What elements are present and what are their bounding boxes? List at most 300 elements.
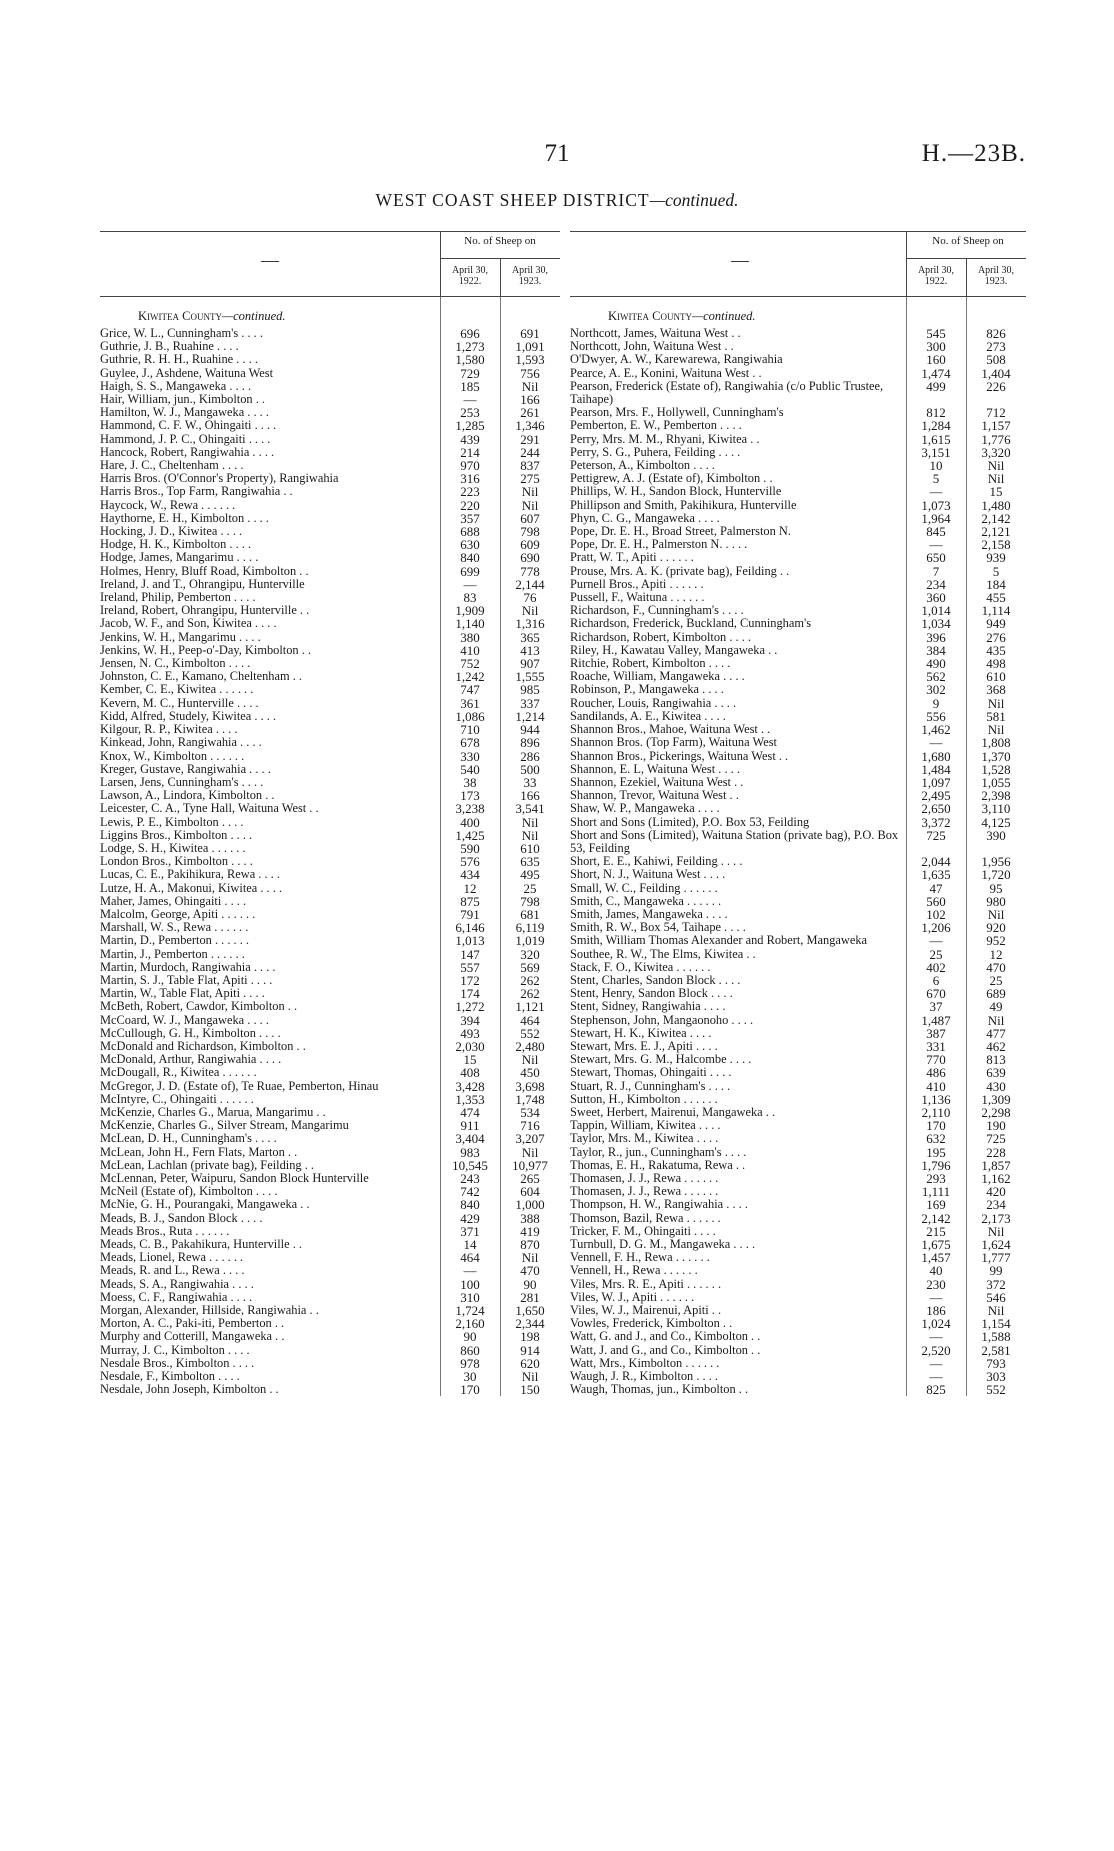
sheep-count-1922: 357 [460,510,480,526]
table-row [100,802,560,815]
owner-name-address: Ireland, J. and T., Ohrangipu, Hunterville [100,576,305,591]
left-table-header [100,231,560,297]
sheep-count-1922: 562 [926,669,946,685]
sheep-count-1922: 1,140 [455,616,485,632]
sheep-count-1923: 552 [986,1382,1006,1398]
sheep-count-1922: 1,635 [921,867,951,883]
sheep-count-1922: 185 [460,378,480,394]
owner-name-address: Haycock, W., Rewa . . . . . . [100,497,236,512]
owner-name-address: Smith, R. W., Box 54, Taihape . . . . [570,920,746,935]
owner-name-address: Viles, W. J., Mairenui, Apiti . . [570,1303,722,1318]
sheep-count-1923: 949 [986,616,1006,632]
sheep-count-1923: 1,309 [981,1091,1011,1107]
sheep-count-1922: 400 [460,814,480,830]
owner-name-address: Meads Bros., Ruta . . . . . . [100,1223,230,1238]
table-row [100,419,560,432]
owner-name-address: Shannon Bros. (Top Farm), Waituna West [570,735,777,750]
sheep-count-1922: 970 [460,458,480,474]
sheep-count-1922: 3,238 [455,801,485,817]
sheep-count-1923: 226 [986,378,1006,394]
sheep-count-1922: 1,484 [921,761,951,777]
sheep-count-1922: 696 [460,326,480,341]
sheep-count-1922: 170 [926,1118,946,1134]
sheep-count-1922: 6,146 [455,920,485,936]
owner-name-address: McNeil (Estate of), Kimbolton . . . . [100,1184,278,1199]
owner-name-address: Short, E. E., Kahiwi, Feilding . . . . [570,854,743,869]
owner-name-address: Morton, A. C., Paki-iti, Pemberton . . [100,1316,285,1331]
sheep-count-1923: 1,720 [981,867,1011,883]
right-table-header [570,231,1026,297]
sheep-count-1922: — [929,1289,943,1305]
table-row [100,1146,560,1159]
owner-name-address: Peterson, A., Kimbolton . . . . [570,458,715,473]
table-row [570,1027,1026,1040]
sheep-count-1923: 462 [986,1038,1006,1054]
owner-name-address: Taylor, Mrs. M., Kiwitea . . . . [570,1131,719,1146]
sheep-count-1923: 15 [989,484,1003,500]
sheep-count-1922: 410 [460,642,480,658]
sheep-count-1923: 914 [520,1342,540,1358]
table-row [570,750,1026,763]
sheep-count-1922: 3,404 [455,1131,485,1147]
sheep-count-1922: 2,142 [921,1210,951,1226]
sheep-count-1922: — [463,576,477,592]
table-row [100,895,560,908]
table-row [100,485,560,498]
owner-name-address: Guthrie, R. H. H., Ruahine . . . . [100,352,258,367]
table-row [100,1093,560,1106]
owner-name-address: Thompson, H. W., Rangiwahia . . . . [570,1197,748,1212]
sheep-count-1922: — [463,392,477,408]
table-row [570,617,1026,630]
sheep-count-1922: 875 [460,893,480,909]
sheep-count-1922: 223 [460,484,480,500]
table-row [100,816,560,829]
sheep-count-1923: Nil [521,814,539,830]
sheep-count-1923: 725 [986,1131,1006,1147]
owner-name-address: Lodge, S. H., Kiwitea . . . . . . [100,840,246,855]
table-row [570,1383,1026,1396]
header-divider [500,258,501,296]
table-row [570,499,1026,512]
sheep-count-1923: 952 [986,933,1006,949]
sheep-count-1922: 10,545 [452,1157,488,1173]
sheep-count-1922: 1,724 [455,1303,485,1319]
sheep-count-1923: 150 [520,1382,540,1398]
owner-name-address: Shaw, W. P., Mangaweka . . . . [570,801,720,816]
sheep-count-1923: 99 [989,1263,1003,1279]
county-name: Kiwitea County [138,309,222,323]
sheep-count-1922: 2,495 [921,788,951,804]
owner-name-address: Shannon, Trevor, Waituna West . . [570,788,739,803]
sheep-count-1922: 170 [460,1382,480,1398]
table-row [100,1278,560,1291]
sheep-count-1923: 2,158 [981,537,1011,553]
table-row [570,419,1026,432]
sheep-count-1923: 1,776 [981,431,1011,447]
sheep-count-1923: 3,207 [515,1131,545,1147]
sheep-count-1923: 798 [520,893,540,909]
district-title [0,190,1114,211]
owner-name-address: Guthrie, J. B., Ruahine . . . . [100,339,239,354]
owner-name-address: Phillipson and Smith, Pakihikura, Hunterville [570,497,797,512]
owner-name-address: Kidd, Alfred, Studely, Kiwitea . . . . [100,708,277,723]
sheep-count-1922: 742 [460,1184,480,1200]
sheep-count-1923: 76 [523,590,537,606]
sheep-count-1922: 1,136 [921,1091,951,1107]
table-row [570,1132,1026,1145]
sheep-count-1923: 1,114 [981,603,1011,619]
sheep-count-1923: 198 [520,1329,540,1345]
sheep-count-1922: 486 [926,1065,946,1081]
table-row [570,433,1026,446]
sheep-count-1922: 214 [460,444,480,460]
table-row [570,697,1026,710]
sheep-count-1922: 632 [926,1131,946,1147]
sheep-count-1923: Nil [521,378,539,394]
table-row [100,367,560,380]
owner-name-address: Grice, W. L., Cunningham's . . . . [100,326,263,340]
sheep-count-1922: 3,151 [921,444,951,460]
sheep-count-1923: 1,162 [981,1171,1011,1186]
owner-name-address: Thomson, Bazil, Rewa . . . . . . [570,1210,721,1225]
owner-name-address: McNie, G. H., Pourangaki, Mangaweka . . [100,1197,310,1212]
sheep-count-1922: 361 [460,695,480,711]
owner-name-address: Maher, James, Ohingaiti . . . . [100,893,247,908]
sheep-count-1923: 870 [520,1237,540,1253]
sheep-count-1923: 778 [520,563,540,579]
owner-name-address: Waugh, J. R., Kimbolton . . . . [570,1369,719,1384]
sheep-count-1922: 1,680 [921,748,951,764]
sheep-count-1923: Nil [521,1369,539,1385]
owner-name-address: Purnell Bros., Apiti . . . . . . [570,576,704,591]
sheep-count-1922: 557 [460,959,480,975]
sheep-count-1923: 455 [986,590,1006,606]
year-1923-header: April 30, 1923. [511,265,549,287]
owner-name-address: Lutze, H. A., Makonui, Kiwitea . . . . [100,880,283,895]
sheep-count-1922: 293 [926,1171,946,1186]
owner-name-address: Hodge, H. K., Kimbolton . . . . [100,537,252,552]
sheep-count-1922: 160 [926,352,946,368]
sheep-count-1923: 372 [986,1276,1006,1292]
sheep-count-1923: 1,808 [981,735,1011,751]
owner-name-address: McLennan, Peter, Waipuru, Sandon Block Hunterville [100,1171,369,1185]
county-continued: —continued. [221,309,286,323]
sheep-count-1923: 546 [986,1289,1006,1305]
table-row [570,367,1026,380]
sheep-count-1923: 691 [520,326,540,341]
owner-name-address: Pearce, A. E., Konini, Waituna West . . [570,365,762,380]
owner-name-address: Johnston, C. E., Kamano, Cheltenham . . [100,669,303,684]
sheep-count-1923: Nil [521,1250,539,1266]
owner-name-address: Haigh, S. S., Mangaweka . . . . [100,378,252,393]
table-row [100,565,560,578]
sheep-count-1923: 49 [989,999,1003,1015]
sheep-count-1923: 1,346 [515,418,545,434]
table-row [570,1212,1026,1225]
table-row [100,868,560,881]
sheep-count-1922: 195 [926,1144,946,1160]
sheep-count-1923: 390 [986,827,1006,843]
table-row [100,1344,560,1357]
sheep-count-1922: 380 [460,629,480,645]
owner-name-address: Pemberton, E. W., Pemberton . . . . [570,418,742,433]
owner-name-address: Hammond, C. F. W., Ohingaiti . . . . [100,418,277,433]
owner-name-address: Malcolm, George, Apiti . . . . . . [100,906,256,921]
sheep-count-1922: 2,520 [921,1342,951,1358]
left-rows [100,327,560,1396]
owner-name-address: Stent, Henry, Sandon Block . . . . [570,986,733,1001]
sheep-count-1923: 2,398 [981,788,1011,804]
owner-name-address: Sutton, H., Kimbolton . . . . . . [570,1091,718,1106]
owner-name-address: Martin, S. J., Table Flat, Apiti . . . . [100,972,273,987]
sheep-count-1923: 368 [986,682,1006,698]
sheep-count-1923: 261 [520,405,540,421]
sheep-count-1922: 493 [460,1025,480,1041]
sheep-count-1923: 2,581 [981,1342,1011,1358]
table-row [570,631,1026,644]
owner-name-address: Meads, B. J., Sandon Block . . . . [100,1210,263,1225]
table-row [570,1000,1026,1013]
owner-name-address: Pussell, F., Waituna . . . . . . [570,590,705,605]
sheep-count-1923: 1,370 [981,748,1011,764]
sheep-count-1922: 2,044 [921,854,951,870]
sheep-count-1923: 2,142 [981,510,1011,526]
sheep-count-1923: 1,316 [515,616,545,632]
table-row [570,1330,1026,1343]
sheep-count-1922: 752 [460,656,480,672]
sheep-count-1922: 316 [460,471,480,487]
sheep-count-1922: 650 [926,550,946,566]
owner-name-address: Smith, C., Mangaweka . . . . . . [570,893,722,908]
sheep-count-1922: 1,675 [921,1237,951,1253]
owner-name-address: Jensen, N. C., Kimbolton . . . . [100,656,251,671]
owner-name-address: Nesdale Bros., Kimbolton . . . . [100,1355,255,1370]
sheep-count-1922: 3,428 [455,1078,485,1094]
sheep-count-1922: 710 [460,722,480,738]
header-dash: — [731,250,749,270]
owner-name-address: Nesdale, F., Kimbolton . . . . [100,1369,240,1384]
sheep-count-1923: 1,480 [981,497,1011,513]
sheep-count-1923: 607 [520,510,540,526]
table-row [570,829,1026,855]
owner-name-address: Kinkead, John, Rangiwahia . . . . [100,735,262,750]
owner-name-address: Stuart, R. J., Cunningham's . . . . [570,1078,731,1093]
owner-name-address: Ritchie, Robert, Kimbolton . . . . [570,656,731,671]
district-title-text: WEST COAST SHEEP DISTRICT [375,190,650,210]
sheep-count-1923: 303 [986,1369,1006,1385]
sheep-count-1922: 330 [460,748,480,764]
sheep-count-1923: 3,541 [515,801,545,817]
sheep-count-1923: 419 [520,1223,540,1239]
table-row [100,829,560,842]
owner-name-address: Harris Bros., Top Farm, Rangiwahia . . [100,484,293,499]
sheep-count-1922: 1,272 [455,999,485,1015]
sheep-count-1923: 534 [520,1104,540,1120]
owner-name-address: Tappin, William, Kiwitea . . . . [570,1118,721,1133]
sheep-count-1922: 560 [926,893,946,909]
owner-name-address: Sweet, Herbert, Mairenui, Mangaweka . . [570,1104,776,1119]
sheep-count-1922: 490 [926,656,946,672]
owner-name-address: Watt, Mrs., Kimbolton . . . . . . [570,1355,720,1370]
sheep-count-1923: 920 [986,920,1006,936]
sheep-count-1923: 639 [986,1065,1006,1081]
left-table-body [100,297,560,1396]
sheep-count-1922: — [929,537,943,553]
table-row [570,380,1026,406]
owner-name-address: McDonald and Richardson, Kimbolton . . [100,1038,306,1053]
year-1922-header: April 30, 1922. [451,265,489,287]
sheep-count-1923: 498 [986,656,1006,672]
owner-name-address: McBeth, Robert, Cawdor, Kimbolton . . [100,999,298,1014]
table-row [100,1066,560,1079]
sheep-count-1923: 896 [520,735,540,751]
sheep-count-1923: 184 [986,576,1006,592]
owner-name-address: Martin, W., Table Flat, Apiti . . . . [100,986,265,1001]
owner-name-address: Kember, C. E., Kiwitea . . . . . . [100,682,254,697]
left-column-table [100,231,560,1396]
sheep-count-1922: 38 [463,774,477,790]
sheep-count-1923: 275 [520,471,540,487]
sheep-count-1923: 291 [520,431,540,447]
sheep-count-1923: 798 [520,524,540,540]
sheep-count-1922: 1,474 [921,365,951,381]
owner-name-address: McLean, Lachlan (private bag), Feilding . . [100,1157,315,1172]
sheep-count-1922: 7 [932,563,940,579]
owner-name-address: Taylor, R., jun., Cunningham's . . . . [570,1144,747,1159]
sheep-count-1923: 2,121 [981,524,1011,540]
sheep-count-1923: 244 [520,444,540,460]
sheep-count-1922: 1,086 [455,708,485,724]
sheep-count-1922: 15 [463,1052,477,1068]
sheep-count-1923: 1,019 [515,933,545,949]
sheep-count-1923: Nil [521,497,539,513]
sheep-count-1923: Nil [521,1144,539,1160]
sheep-count-1922: — [463,1263,477,1279]
sheep-count-1922: 402 [926,959,946,975]
owner-name-address: Marshall, W. S., Rewa . . . . . . [100,920,249,935]
sheep-count-1922: 556 [926,708,946,724]
sheep-count-1923: 1,091 [515,339,545,355]
owner-name-address: Kreger, Gustave, Rangiwahia . . . . [100,761,271,776]
table-row [100,961,560,974]
sheep-count-1923: 635 [520,854,540,870]
sheep-count-1923: 10,977 [512,1157,548,1173]
sheep-count-1923: 420 [986,1184,1006,1200]
sheep-count-1922: 725 [926,827,946,843]
owner-name-address: Hancock, Robert, Rangiwahia . . . . [100,444,275,459]
sheep-count-1923: 1,404 [981,365,1011,381]
owner-name-address: Turnbull, D. G. M., Mangaweka . . . . [570,1237,756,1252]
owner-name-address: Ireland, Robert, Ohrangipu, Hunterville . . [100,603,310,618]
owner-name-address: Short and Sons (Limited), Waituna Station (private bag), P.O. Box 53, Feilding [570,827,899,855]
owner-name-address: Meads, S. A., Rangiwahia . . . . [100,1276,254,1291]
table-row [100,617,560,630]
owner-name-address: Shannon, Ezekiel, Waituna West . . [570,774,744,789]
sheep-count-1923: 470 [986,959,1006,975]
owner-name-address: Perry, Mrs. M. M., Rhyani, Kiwitea . . [570,431,760,446]
sheep-count-1923: 190 [986,1118,1006,1134]
owner-name-address: Haythorne, E. H., Kimbolton . . . . [100,510,269,525]
table-row [570,1264,1026,1277]
sheep-count-1922: 1,457 [921,1250,951,1266]
owner-name-address: Riley, H., Kawatau Valley, Mangaweka . . [570,642,778,657]
table-row [100,934,560,947]
sheep-count-1922: 840 [460,1197,480,1213]
owner-name-address: Guylee, J., Ashdene, Waituna West [100,365,274,380]
owner-name-address: McIntyre, C., Ohingaiti . . . . . . [100,1091,254,1106]
table-row [570,1198,1026,1211]
owner-name-address: Martin, D., Pemberton . . . . . . [100,933,250,948]
sheep-count-1922: — [929,1329,943,1345]
table-row [100,763,560,776]
sheep-count-1922: 678 [460,735,480,751]
sheep-count-1923: 581 [986,708,1006,724]
owner-name-address: Vowles, Frederick, Kimbolton . . [570,1316,733,1331]
sheep-count-1922: 670 [926,986,946,1002]
sheep-count-1923: 166 [520,392,540,408]
owner-name-address: Meads, C. B., Pakahikura, Hunterville . . [100,1237,303,1252]
table-row [570,934,1026,947]
table-row [100,750,560,763]
sheep-count-1923: 33 [523,774,537,790]
owner-name-address: Richardson, Frederick, Buckland, Cunningham's [570,616,812,631]
owner-name-address: Thomasen, J. J., Rewa . . . . . . [570,1171,719,1185]
owner-name-address: Hamilton, W. J., Mangaweka . . . . [100,405,269,420]
sheep-count-1923: 1,588 [981,1329,1011,1345]
owner-name-address: Shannon Bros., Pickerings, Waituna West . . [570,748,789,763]
table-row [570,763,1026,776]
sheep-count-1922: 1,615 [921,431,951,447]
table-row [570,1080,1026,1093]
sheep-count-1922: — [929,735,943,751]
sheep-count-1923: 470 [520,1263,540,1279]
sheep-count-1923: 2,480 [515,1038,545,1054]
table-row [570,802,1026,815]
sheep-count-1922: 408 [460,1065,480,1081]
sheep-count-1923: 95 [989,880,1003,896]
sheep-count-1922: 243 [460,1171,480,1186]
sheep-count-1923: 3,698 [515,1078,545,1094]
sheep-count-1923: 1,055 [981,774,1011,790]
sheep-count-1922: 545 [926,326,946,341]
sheep-count-1922: 10 [929,458,943,474]
sheep-count-1923: Nil [521,603,539,619]
owner-name-address: Murphy and Cotterill, Mangaweka . . [100,1329,285,1344]
sheep-count-1922: 83 [463,590,477,606]
table-row [570,816,1026,829]
owner-name-address: Jenkins, W. H., Peep-o'-Day, Kimbolton . . [100,642,312,657]
sheep-count-1923: 2,298 [981,1104,1011,1120]
sheep-count-1923: 228 [986,1144,1006,1160]
owner-name-address: Smith, William Thomas Alexander and Robert, Mangaweka [570,933,868,948]
sheep-count-1923: 837 [520,458,540,474]
sheep-count-1923: 1,121 [515,999,545,1015]
county-continued: —continued. [691,309,756,323]
sheep-count-1922: 12 [463,880,477,896]
owner-name-address: Larsen, Jens, Cunningham's . . . . [100,774,264,789]
sheep-count-1923: 813 [986,1052,1006,1068]
sheep-count-1922: 1,206 [921,920,951,936]
sheep-count-1922: 40 [929,1263,943,1279]
table-row [100,736,560,749]
sheep-count-1923: 1,154 [981,1316,1011,1332]
sheep-count-1922: 234 [926,576,946,592]
sheep-count-1922: 147 [460,946,480,962]
sheep-count-1923: 6,119 [515,920,545,936]
sheep-count-1922: 845 [926,524,946,540]
sheep-count-1923: 716 [520,1118,540,1134]
